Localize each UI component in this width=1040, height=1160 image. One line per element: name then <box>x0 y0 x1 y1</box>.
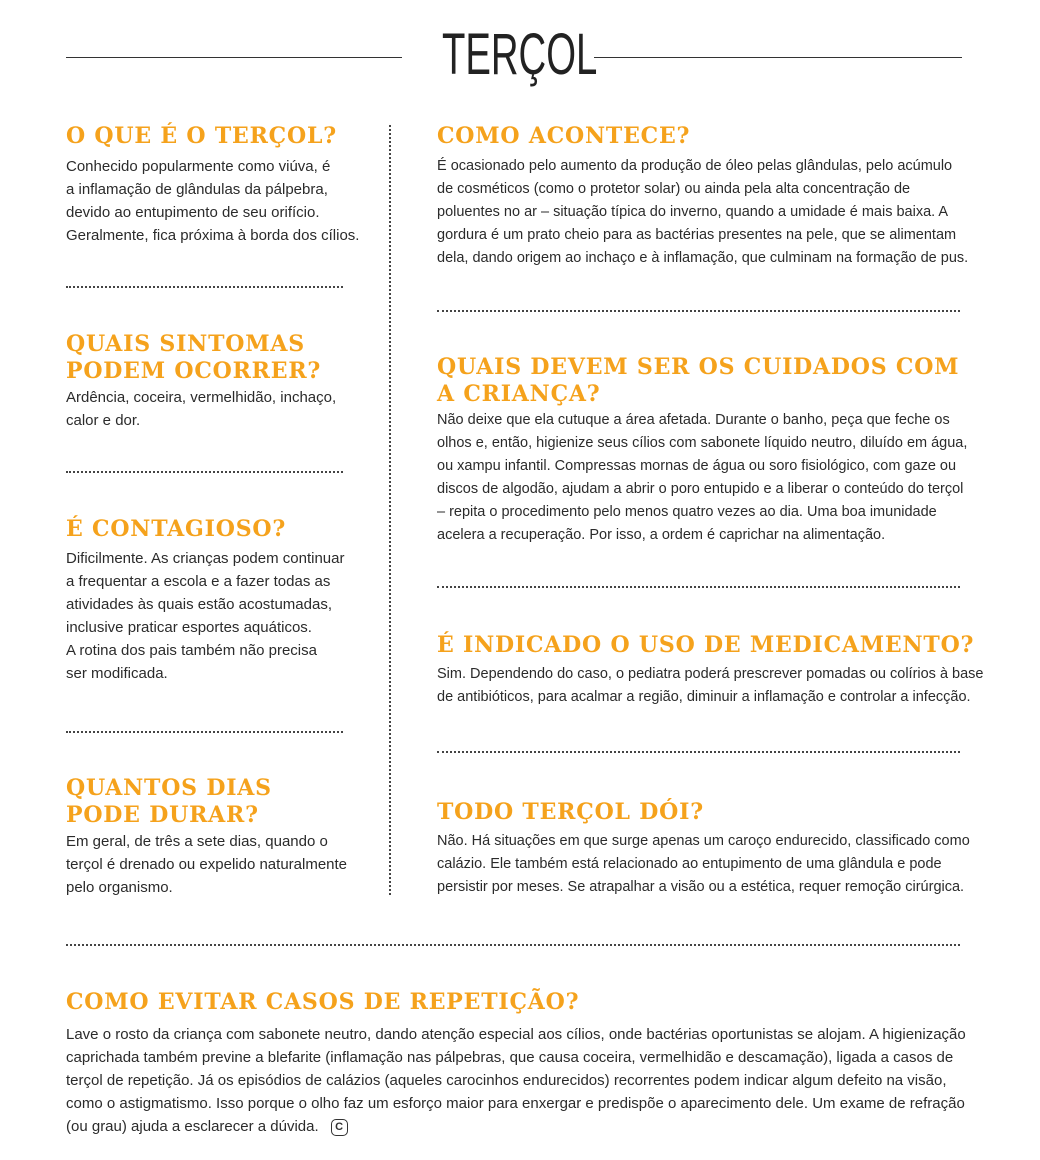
body-line: a frequentar a escola e a fazer todas as <box>66 573 331 590</box>
body-line: de cosméticos (como o protetor solar) ou ainda pela alta concentração de <box>437 181 911 197</box>
heading-line: QUAIS SINTOMAS <box>66 331 305 357</box>
body-line: Ardência, coceira, vermelhidão, inchaço, <box>66 389 337 406</box>
section-divider <box>437 310 960 312</box>
heading-line: TODO TERÇOL DÓI? <box>437 799 704 825</box>
title-rule-right <box>594 57 962 58</box>
heading-todo-tercol-doi <box>437 799 704 826</box>
body-line: ou xampu infantil. Compressas mornas de água ou soro fisiológico, com gaze ou <box>437 458 957 474</box>
body-line: A rotina dos pais também não precisa <box>66 642 317 659</box>
body-line: Não deixe que ela cutuque a área afetada. Durante o banho, peça que feche os <box>437 412 950 428</box>
body-quantos-dias <box>66 830 347 899</box>
body-todo-tercol-doi <box>437 830 970 899</box>
body-line: caprichada também previne a blefarite (inflamação nas pálpebras, que causa coceira, vermelhidão e descamação), ligada a casos de <box>66 1049 954 1066</box>
heading-line: COMO EVITAR CASOS DE REPETIÇÃO? <box>66 989 580 1015</box>
heading-line: É INDICADO O USO DE MEDICAMENTO? <box>437 632 975 658</box>
body-line: de antibióticos, para acalmar a região, diminuir a inflamação e controlar a infecção. <box>437 689 971 705</box>
body-line: – repita o procedimento pelo menos quatro vezes ao dia. Uma boa imunidade <box>437 504 937 520</box>
body-como-acontece <box>437 155 968 270</box>
heading-e-contagioso <box>66 516 286 543</box>
body-line: Não. Há situações em que surge apenas um caroço endurecido, classificado como <box>437 833 970 849</box>
body-line: terçol de repetição. Já os episódios de calázios (aqueles carocinhos endurecidos) recorrentes podem indicar algum defeito na visão, <box>66 1072 947 1089</box>
heading-uso-de-medicamento <box>437 632 974 659</box>
heading-line: QUANTOS DIAS <box>66 775 272 801</box>
end-mark-icon: C <box>331 1119 348 1136</box>
body-line: Conhecido popularmente como viúva, é <box>66 158 331 175</box>
section-divider-full <box>66 944 960 946</box>
body-line: calor e dor. <box>66 412 141 429</box>
heading-como-evitar <box>66 989 579 1016</box>
body-line: Geralmente, fica próxima à borda dos cílios. <box>66 227 360 244</box>
title-wrap <box>402 22 598 87</box>
body-cuidados-com-a-crianca <box>437 409 967 547</box>
body-line: gordura é um prato cheio para as bactérias presentes na pele, que se alimentam <box>437 227 957 243</box>
heading-line: O QUE É O TERÇOL? <box>66 123 337 149</box>
body-line: Dificilmente. As crianças podem continuar <box>66 550 345 567</box>
heading-line: A CRIANÇA? <box>437 381 601 407</box>
heading-o-que-e-o-tercol <box>66 123 337 150</box>
body-line-text: (ou grau) ajuda a esclarecer a dúvida. <box>66 1118 319 1135</box>
heading-como-acontece <box>437 123 690 150</box>
body-line: poluentes no ar – situação típica do inverno, quando a umidade é mais baixa. A <box>437 204 949 220</box>
heading-line: É CONTAGIOSO? <box>66 516 287 542</box>
body-line: inclusive praticar esportes aquáticos. <box>66 619 312 636</box>
body-line: Lave o rosto da criança com sabonete neutro, dando atenção especial aos cílios, onde bactérias oportunistas se alojam. A higienização <box>66 1026 966 1043</box>
page-title: TERÇOL <box>441 22 598 87</box>
column-divider <box>389 125 391 895</box>
body-quais-sintomas <box>66 386 336 432</box>
heading-quais-sintomas <box>66 331 321 385</box>
body-line: dela, dando origem ao inchaço e à inflamação, que culminam na formação de pus. <box>437 250 969 266</box>
body-o-que-e-o-tercol <box>66 155 359 247</box>
section-divider <box>437 586 960 588</box>
body-line: discos de algodão, ajudam a abrir o poro entupido e a liberar o conteúdo do terçol <box>437 481 964 497</box>
heading-quantos-dias <box>66 775 272 829</box>
body-line: ser modificada. <box>66 665 168 682</box>
heading-cuidados-com-a-crianca <box>437 354 959 408</box>
heading-line: COMO ACONTECE? <box>437 123 691 149</box>
body-como-evitar <box>66 1023 966 1138</box>
heading-line: QUAIS DEVEM SER OS CUIDADOS COM <box>437 354 960 380</box>
body-line: olhos e, então, higienize seus cílios com sabonete líquido neutro, diluído em água, <box>437 435 968 451</box>
body-line: devido ao entupimento de seu orifício. <box>66 204 320 221</box>
title-rule-left <box>66 57 402 58</box>
body-line: persistir por meses. Se atrapalhar a visão ou a estética, requer remoção cirúrgica. <box>437 879 965 895</box>
body-line: como o astigmatismo. Isso porque o olho faz um esforço maior para enxergar e predispõe o aparecimento dele. Um exame de refração <box>66 1095 965 1112</box>
body-line-last <box>66 1115 966 1138</box>
body-line: É ocasionado pelo aumento da produção de óleo pelas glândulas, pelo acúmulo <box>437 158 953 174</box>
body-line: Sim. Dependendo do caso, o pediatra poderá prescrever pomadas ou colírios à base <box>437 666 984 682</box>
body-e-contagioso <box>66 547 344 685</box>
section-divider <box>437 751 960 753</box>
body-line: acelera a recuperação. Por isso, a ordem é caprichar na alimentação. <box>437 527 886 543</box>
body-line: terçol é drenado ou expelido naturalmente <box>66 856 348 873</box>
section-divider <box>66 471 343 473</box>
body-uso-de-medicamento <box>437 663 984 709</box>
body-line: a inflamação de glândulas da pálpebra, <box>66 181 328 198</box>
body-line: calázio. Ele também está relacionado ao entupimento de uma glândula e pode <box>437 856 942 872</box>
body-line: Em geral, de três a sete dias, quando o <box>66 833 328 850</box>
section-divider <box>66 286 343 288</box>
heading-line: PODEM OCORRER? <box>66 358 322 384</box>
body-line: atividades às quais estão acostumadas, <box>66 596 332 613</box>
body-line: pelo organismo. <box>66 879 173 896</box>
section-divider <box>66 731 343 733</box>
heading-line: PODE DURAR? <box>66 802 259 828</box>
